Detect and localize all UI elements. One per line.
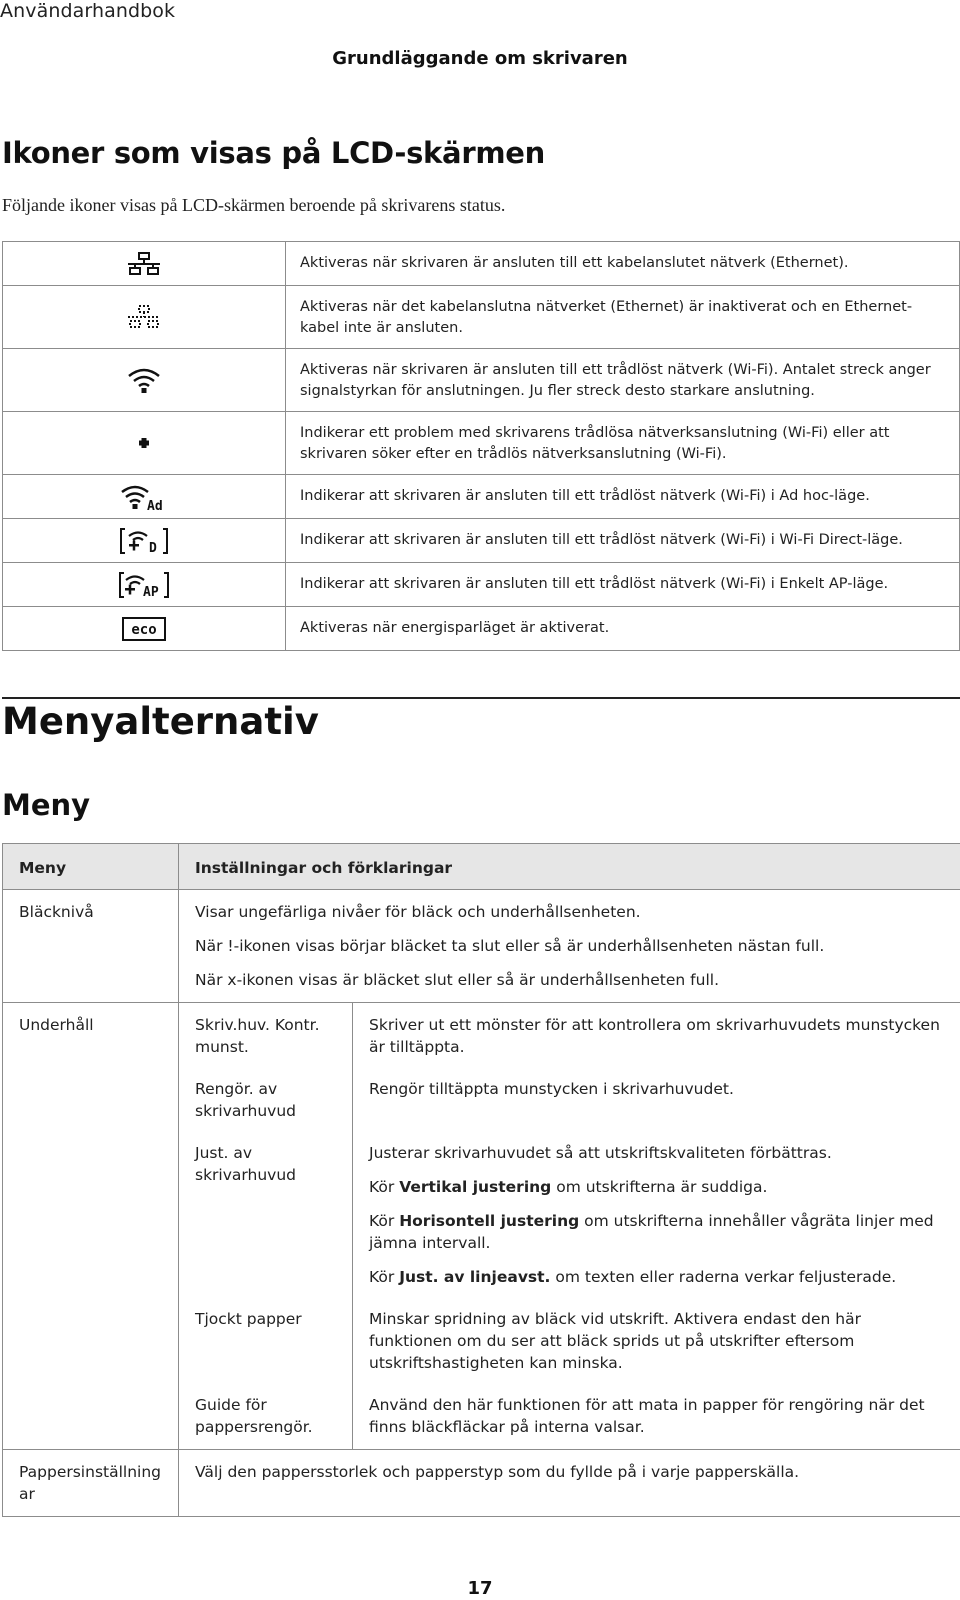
option-line-spacing: Just. av linjeavst. — [399, 1268, 551, 1286]
icon-description: Aktiveras när skrivaren är ansluten till ett trådlöst nätverk (Wi-Fi). Antalet streck anger signalstyrkan för anslutningen. Ju fler streck desto starkare anslutning. — [286, 349, 960, 412]
icon-description: Aktiveras när energisparläget är aktiverat. — [286, 607, 960, 651]
setting-name: Skriv.huv. Kontr. munst. — [179, 1003, 353, 1059]
setting-name: Rengör. av skrivarhuvud — [179, 1058, 353, 1122]
menu-section-title: Menyalternativ — [2, 700, 319, 743]
table-row — [3, 1003, 960, 1059]
icon-description: Indikerar ett problem med skrivarens trådlösa nätverksanslutning (Wi-Fi) eller att skrivaren söker efter en trådlös nätverksanslutning (Wi-Fi). — [286, 412, 960, 475]
icons-section-title: Ikoner som visas på LCD-skärmen — [2, 136, 545, 170]
description-line: Kör Vertikal justering om utskrifterna är suddiga. — [369, 1178, 768, 1196]
section-divider — [2, 697, 960, 699]
icon-description: Indikerar att skrivaren är ansluten till ett trådlöst nätverk (Wi-Fi) i Ad hoc-läge. — [286, 475, 960, 519]
icon-description: Indikerar att skrivaren är ansluten till ett trådlöst nätverk (Wi-Fi) i Wi-Fi Direct-läge. — [286, 519, 960, 563]
setting-description: Minskar spridning av bläck vid utskrift. Aktivera endast den här funktionen om du ser att bläck sprids ut på utskrifter eftersom utskriftshastigheten kan minska. — [353, 1288, 960, 1374]
description-line: Visar ungefärliga nivåer för bläck och underhållsenheten. — [195, 903, 641, 921]
description-line: Kör Just. av linjeavst. om texten eller raderna verkar feljusterade. — [369, 1268, 897, 1286]
description-line: När !-ikonen visas börjar bläcket ta slut eller så är underhållsenheten nästan full. — [195, 937, 825, 955]
menu-name: Bläcknivå — [3, 890, 179, 1003]
setting-description — [353, 1122, 960, 1288]
icon-cell — [3, 475, 286, 519]
setting-name: Tjockt papper — [179, 1288, 353, 1374]
icon-row — [3, 607, 960, 651]
menu-description: Välj den pappersstorlek och papperstyp som du fyllde på i varje papperskälla. — [179, 1450, 960, 1517]
header-menu: Meny — [3, 844, 179, 890]
setting-name: Guide för pappersrengör. — [179, 1374, 353, 1450]
icon-table — [2, 241, 960, 651]
menu-table — [2, 843, 960, 1517]
icons-section-intro: Följande ikoner visas på LCD-skärmen beroende på skrivarens status. — [2, 195, 506, 215]
icon-row — [3, 475, 960, 519]
wifi-adhoc-icon — [120, 483, 168, 511]
icon-row — [3, 286, 960, 349]
icon-cell — [3, 286, 286, 349]
eco-icon — [122, 617, 166, 641]
wifi-searching-icon — [138, 437, 150, 449]
table-row — [3, 890, 960, 1003]
icon-row — [3, 563, 960, 607]
direct-icon-label: D — [149, 540, 157, 555]
description-line: Kör Horisontell justering om utskrifterna innehåller vågräta linjer med jämna intervall. — [369, 1212, 934, 1252]
ap-icon-label: AP — [143, 584, 159, 599]
icon-row — [3, 519, 960, 563]
page-number: 17 — [467, 1578, 493, 1599]
menu-name: Pappersinställningar — [3, 1450, 179, 1517]
menu-name: Underhåll — [3, 1003, 179, 1450]
icon-cell — [3, 349, 286, 412]
wired-network-connected-icon — [127, 252, 161, 276]
icon-cell — [3, 607, 286, 651]
manual-title: Användarhandbok — [0, 0, 176, 22]
icon-cell — [3, 242, 286, 286]
setting-description: Skriver ut ett mönster för att kontrollera om skrivarhuvudets munstycken är tilltäppta. — [353, 1003, 960, 1059]
menu-subsection-title: Meny — [2, 788, 91, 822]
header-settings: Inställningar och förklaringar — [179, 844, 960, 890]
icon-cell — [3, 412, 286, 475]
menu-description — [179, 890, 960, 1003]
wired-network-disconnected-icon — [127, 305, 161, 329]
icon-description: Aktiveras när skrivaren är ansluten till ett kabelanslutet nätverk (Ethernet). — [286, 242, 960, 286]
option-vertical-alignment: Vertikal justering — [399, 1178, 552, 1196]
wifi-direct-icon — [119, 527, 169, 555]
icon-cell — [3, 563, 286, 607]
description-line: Justerar skrivarhuvudet så att utskriftskvaliteten förbättras. — [369, 1144, 832, 1162]
icon-cell — [3, 519, 286, 563]
description-line: När x-ikonen visas är bläcket slut eller så är underhållsenheten full. — [195, 971, 719, 989]
wifi-simple-ap-icon — [118, 571, 170, 599]
adhoc-icon-label: Ad — [147, 498, 163, 511]
icon-row — [3, 412, 960, 475]
wifi-signal-icon — [126, 366, 162, 394]
eco-icon-label: eco — [131, 621, 157, 638]
setting-name: Just. av skrivarhuvud — [179, 1122, 353, 1288]
icon-row — [3, 349, 960, 412]
menu-table-header — [3, 844, 960, 890]
icon-row — [3, 242, 960, 286]
icon-description: Aktiveras när det kabelanslutna nätverket (Ethernet) är inaktiverat och en Ethernet-kabel inte är ansluten. — [286, 286, 960, 349]
table-row — [3, 1450, 960, 1517]
option-horizontal-alignment: Horisontell justering — [399, 1212, 580, 1230]
setting-description: Rengör tilltäppta munstycken i skrivarhuvudet. — [353, 1058, 960, 1122]
setting-description: Använd den här funktionen för att mata in papper för rengöring när det finns bläckfläckar på interna valsar. — [353, 1374, 960, 1450]
icon-description: Indikerar att skrivaren är ansluten till ett trådlöst nätverk (Wi-Fi) i Enkelt AP-läge. — [286, 563, 960, 607]
chapter-title: Grundläggande om skrivaren — [332, 48, 628, 69]
